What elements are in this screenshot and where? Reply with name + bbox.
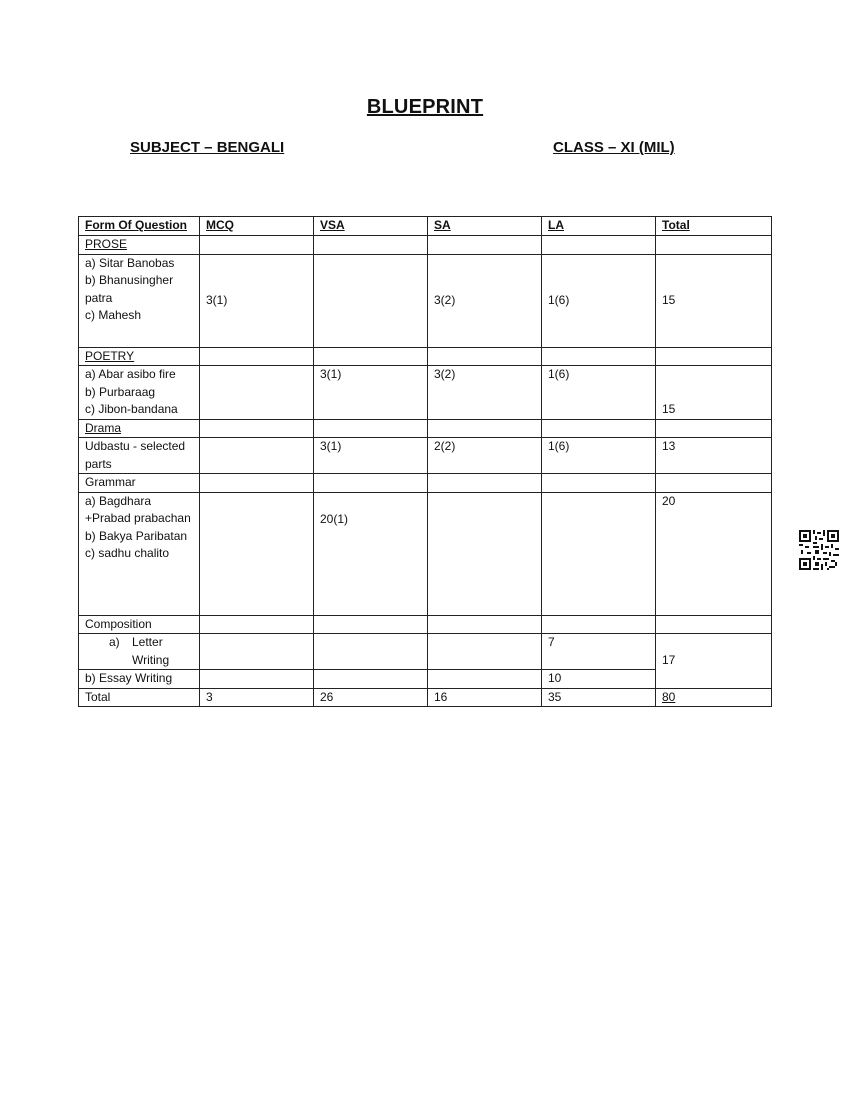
drama-la: 1(6) xyxy=(542,438,656,474)
grammar-la xyxy=(542,492,656,615)
header-la: LA xyxy=(542,217,656,236)
drama-items xyxy=(79,438,200,474)
grammar-mcq xyxy=(200,492,314,615)
list-item: b) Bakya Paribatan xyxy=(85,528,188,543)
table-row-grammar xyxy=(79,492,772,615)
poetry-mcq xyxy=(200,366,314,420)
section-heading-grammar: Grammar xyxy=(79,474,200,493)
section-heading-prose: PROSE xyxy=(79,236,200,255)
list-item: b) Bhanusingher patra xyxy=(85,273,174,305)
grammar-sa xyxy=(428,492,542,615)
table-row-drama xyxy=(79,438,772,474)
list-item: Udbastu - selected parts xyxy=(85,439,186,471)
section-row-poetry xyxy=(79,347,772,366)
prose-items xyxy=(79,254,200,347)
prose-sa: 3(2) xyxy=(428,254,542,347)
composition-total: 17 xyxy=(656,634,772,689)
poetry-sa: 3(2) xyxy=(428,366,542,420)
class-label: CLASS – XI (MIL) xyxy=(553,139,675,156)
prose-la: 1(6) xyxy=(542,254,656,347)
header-vsa: VSA xyxy=(314,217,428,236)
poetry-vsa: 3(1) xyxy=(314,366,428,420)
section-row-prose xyxy=(79,236,772,255)
letter-label: Letter Writing xyxy=(132,635,170,667)
grammar-vsa: 20(1) xyxy=(314,492,428,615)
page-title: BLUEPRINT xyxy=(366,96,484,118)
list-item: a) Sitar Banobas xyxy=(85,255,175,270)
letter-la: 7 xyxy=(542,634,656,670)
section-row-composition xyxy=(79,615,772,634)
poetry-items xyxy=(79,366,200,420)
header-sa: SA xyxy=(428,217,542,236)
drama-sa: 2(2) xyxy=(428,438,542,474)
section-row-grammar xyxy=(79,474,772,493)
list-item: c) sadhu chalito xyxy=(85,546,170,560)
table-row-prose xyxy=(79,254,772,347)
drama-mcq xyxy=(200,438,314,474)
prose-vsa xyxy=(314,254,428,347)
essay-la: 10 xyxy=(542,670,656,689)
prose-total: 15 xyxy=(656,254,772,347)
totals-vsa: 26 xyxy=(314,688,428,707)
totals-la: 35 xyxy=(542,688,656,707)
list-item: a) Abar asibo fire xyxy=(85,367,176,381)
totals-label: Total xyxy=(79,688,200,707)
list-item: c) Mahesh xyxy=(85,308,142,322)
subject-label: SUBJECT – BENGALI xyxy=(130,139,285,156)
blueprint-table xyxy=(78,216,772,707)
poetry-la: 1(6) xyxy=(542,366,656,420)
totals-mcq: 3 xyxy=(200,688,314,707)
header-total: Total xyxy=(656,217,772,236)
section-heading-drama: Drama xyxy=(79,419,200,438)
prose-mcq: 3(1) xyxy=(200,254,314,347)
totals-total: 80 xyxy=(656,688,772,707)
list-item: c) Jibon-bandana xyxy=(85,402,178,416)
table-row-letter xyxy=(79,634,772,670)
grammar-items xyxy=(79,492,200,615)
section-heading-composition: Composition xyxy=(79,615,200,634)
composition-letter xyxy=(79,634,200,670)
list-item: a) Bagdhara +Prabad prabachan xyxy=(85,493,191,525)
composition-essay: b) Essay Writing xyxy=(79,670,200,689)
header-mcq: MCQ xyxy=(200,217,314,236)
drama-total: 13 xyxy=(656,438,772,474)
drama-vsa: 3(1) xyxy=(314,438,428,474)
header-form-of-question: Form Of Question xyxy=(79,217,200,236)
letter-marker: a) xyxy=(109,635,120,649)
table-row-poetry xyxy=(79,366,772,420)
grammar-total: 20 xyxy=(656,492,772,615)
section-heading-poetry: POETRY xyxy=(79,347,200,366)
qr-code-icon[interactable] xyxy=(799,530,839,570)
section-row-drama xyxy=(79,419,772,438)
list-item: b) Purbaraag xyxy=(85,384,156,399)
header-row xyxy=(79,217,772,236)
totals-row xyxy=(79,688,772,707)
totals-sa: 16 xyxy=(428,688,542,707)
poetry-total: 15 xyxy=(656,366,772,420)
